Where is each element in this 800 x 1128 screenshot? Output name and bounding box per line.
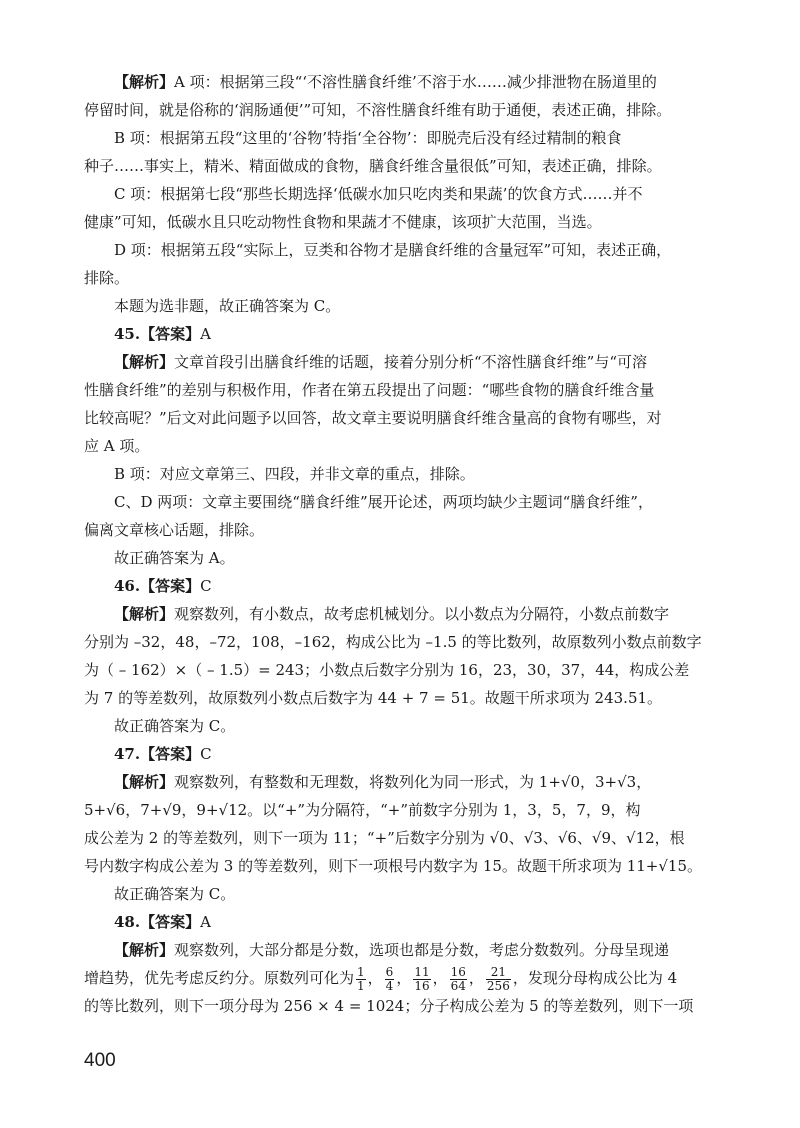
line-text: 文章首段引出膳食纤维的话题，接着分别分析“不溶性膳食纤维”与“可溶 — [174, 353, 648, 371]
text-line — [84, 992, 716, 1020]
text-line — [84, 432, 716, 460]
text-line — [84, 180, 716, 208]
line-text: A 项：根据第三段“‘不溶性膳食纤维’不溶于水……减少排泄物在肠道里的 — [174, 73, 657, 91]
line-text: 为（ – 162）×（ – 1.5）= 243；小数点后数字分别为 16，23，30，37，44，构成公差 — [84, 661, 690, 679]
line-text: 排除。 — [84, 269, 130, 287]
page-number: 400 — [84, 1050, 116, 1071]
numerator: 16 — [450, 964, 466, 979]
line-text: 性膳食纤维”的差别与积极作用，作者在第五段提出了问题：“哪些食物的膳食纤维含量 — [84, 381, 655, 399]
text-line — [84, 264, 716, 292]
fraction — [450, 966, 467, 993]
text-line — [84, 880, 716, 908]
text-line — [84, 656, 716, 684]
text-line — [84, 68, 716, 96]
denominator: 1 — [357, 978, 365, 993]
numerator: 6 — [385, 964, 394, 979]
text-line — [84, 320, 716, 348]
line-text: C — [200, 745, 212, 763]
separator: ， — [468, 969, 484, 987]
label-tag: 【解析】 — [114, 773, 175, 791]
line-text: 号内数字构成公差为 3 的等差数列，则下一项根号内数字为 15。故题干所求项为 11+√15。 — [84, 857, 703, 875]
line-text: 种子……事实上，精米、精面做成的食物，膳食纤维含量很低”可知，表述正确，排除。 — [84, 157, 662, 175]
text-line — [84, 740, 716, 768]
line-text: 观察数列，有小数点，故考虑机械划分。以小数点为分隔符，小数点前数字 — [174, 605, 670, 623]
separator: ， — [396, 969, 412, 987]
line-text: 分别为 –32，48，–72，108，–162，构成公比为 –1.5 的等比数列，故原数列小数点前数字 — [84, 633, 702, 651]
text-line — [84, 124, 716, 152]
text-line — [84, 852, 716, 880]
line-text: 为 7 的等差数列，故原数列小数点后数字为 44 + 7 = 51。故题干所求项为 243.51。 — [84, 689, 663, 707]
text-line — [84, 544, 716, 572]
text-line — [84, 572, 716, 600]
text-line — [84, 236, 716, 264]
text-line — [84, 348, 716, 376]
label-tag: 47.【答案】 — [114, 745, 201, 763]
line-text: 观察数列，有整数和无理数，将数列化为同一形式，为 1+√0，3+√3， — [174, 773, 652, 791]
denominator: 256 — [486, 978, 510, 993]
line-text: 健康”可知，低碳水且只吃动物性食物和果蔬才不健康，该项扩大范围，当选。 — [84, 213, 602, 231]
label-tag: 【解析】 — [114, 353, 175, 371]
line-text: ，发现分母构成公比为 4 — [512, 969, 678, 987]
text-line — [84, 488, 716, 516]
line-text: C、D 两项：文章主要围绕“膳食纤维”展开论述，两项均缺少主题词“膳食纤维”， — [114, 493, 653, 511]
text-line — [84, 768, 716, 796]
text-line — [84, 404, 716, 432]
separator: ， — [432, 969, 448, 987]
line-text: 偏离文章核心话题，排除。 — [84, 521, 265, 539]
line-text: A — [200, 913, 211, 931]
denominator: 64 — [450, 978, 466, 993]
text-line — [84, 376, 716, 404]
line-text: 成公差为 2 的等差数列，则下一项为 11；“+”后数字分别为 √0、√3、√6、√9、√12，根 — [84, 829, 685, 847]
line-text: 故正确答案为 A。 — [114, 549, 235, 567]
line-text: 应 A 项。 — [84, 437, 150, 455]
numerator: 11 — [414, 964, 430, 979]
line-text: 增趋势，优先考虑反约分。原数列可化为 — [84, 969, 355, 987]
fraction — [486, 966, 511, 993]
numerator: 21 — [486, 966, 511, 980]
line-text: B 项：对应文章第三、四段，并非文章的重点，排除。 — [114, 465, 475, 483]
document-body — [84, 68, 716, 1020]
fraction-line — [84, 964, 716, 992]
text-line — [84, 152, 716, 180]
text-line — [84, 460, 716, 488]
denominator: 16 — [414, 978, 430, 993]
separator: ， — [367, 969, 383, 987]
line-text: C — [200, 577, 212, 595]
line-text: 故正确答案为 C。 — [114, 885, 236, 903]
text-line — [84, 796, 716, 824]
label-tag: 【解析】 — [114, 73, 175, 91]
line-text: A — [200, 325, 211, 343]
label-tag: 48.【答案】 — [114, 913, 201, 931]
label-tag: 45.【答案】 — [114, 325, 201, 343]
fraction — [385, 966, 395, 993]
text-line — [84, 824, 716, 852]
text-line — [84, 628, 716, 656]
line-text: 观察数列，大部分都是分数，选项也都是分数，考虑分数数列。分母呈现递 — [174, 941, 670, 959]
label-tag: 46.【答案】 — [114, 577, 201, 595]
text-line — [84, 516, 716, 544]
fraction — [356, 966, 366, 993]
numerator: 1 — [357, 964, 365, 979]
line-text: 本题为选非题，故正确答案为 C。 — [114, 297, 341, 315]
text-line — [84, 684, 716, 712]
label-tag: 【解析】 — [114, 605, 175, 623]
denominator: 4 — [385, 978, 394, 993]
text-line — [84, 292, 716, 320]
text-line — [84, 712, 716, 740]
line-text: 比较高呢？”后文对此问题予以回答，故文章主要说明膳食纤维含量高的食物有哪些，对 — [84, 409, 662, 427]
fraction — [413, 966, 430, 993]
line-text: B 项：根据第五段“这里的‘谷物’特指‘全谷物’：即脱壳后没有经过精制的粮食 — [114, 129, 622, 147]
line-text: 5+√6，7+√9，9+√12。以“+”为分隔符，“+”前数字分别为 1，3，5，7，9，构 — [84, 801, 641, 819]
line-text: 故正确答案为 C。 — [114, 717, 236, 735]
text-line — [84, 96, 716, 124]
text-line — [84, 208, 716, 236]
label-tag: 【解析】 — [114, 941, 175, 959]
text-line — [84, 936, 716, 964]
line-text: D 项：根据第五段“实际上，豆类和谷物才是膳食纤维的含量冠军”可知，表述正确， — [114, 241, 672, 259]
line-text: C 项：根据第七段“那些长期选择‘低碳水加只吃肉类和果蔬’的饮食方式……并不 — [114, 185, 643, 203]
line-text: 停留时间，就是俗称的‘润肠通便’”可知，不溶性膳食纤维有助于通便，表述正确，排除。 — [84, 101, 672, 119]
text-line — [84, 600, 716, 628]
line-text: 的等比数列，则下一项分母为 256 × 4 = 1024；分子构成公差为 5 的等差数列，则下一项 — [84, 997, 694, 1015]
text-line — [84, 908, 716, 936]
